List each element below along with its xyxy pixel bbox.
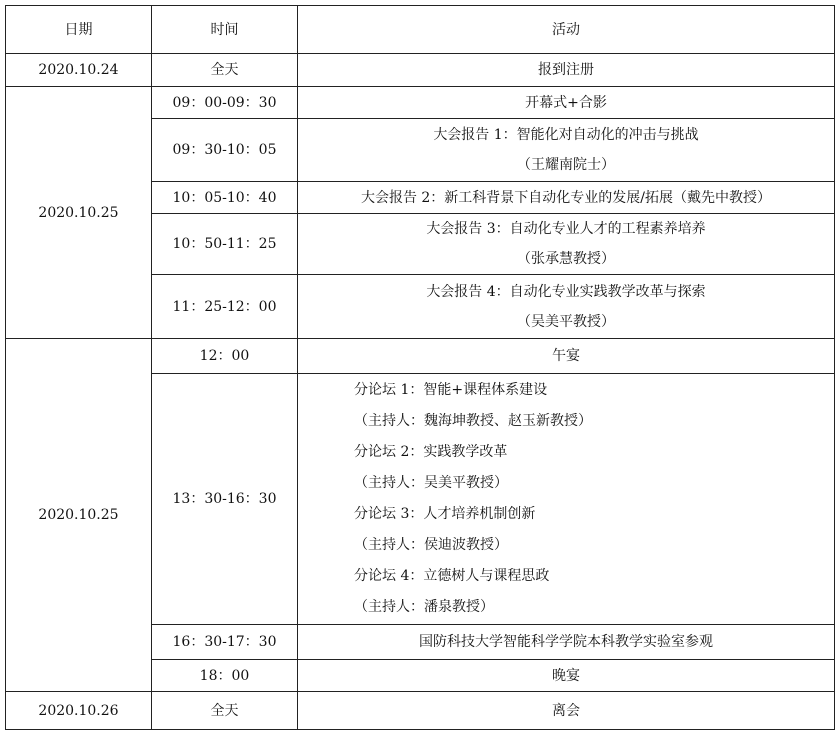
activity-text: 大会报告 4：自动化专业实践教学改革与探索 <box>426 283 706 300</box>
time-cell: 全天 <box>152 54 298 87</box>
time-cell: 12：00 <box>152 339 298 374</box>
activity-speaker: （张承慧教授） <box>517 251 615 267</box>
table-row <box>6 692 835 730</box>
forum-host: （主持人：魏海坤教授、赵玉新教授） <box>354 413 592 429</box>
time-cell: 11：25-12：00 <box>152 275 298 339</box>
activity-cell <box>298 275 835 339</box>
time-cell: 10：05-10：40 <box>152 182 298 214</box>
table-row <box>6 87 835 119</box>
time-cell: 18：00 <box>152 660 298 692</box>
header-date: 日期 <box>6 6 152 54</box>
activity-text: 开幕式+合影 <box>525 94 607 111</box>
header-row <box>6 6 835 54</box>
time-cell: 13：30-16：30 <box>152 374 298 625</box>
activity-cell <box>298 660 835 692</box>
forum-host: （主持人：侯迪波教授） <box>354 537 508 553</box>
date-cell: 2020.10.24 <box>6 54 152 87</box>
time-cell: 10：50-11：25 <box>152 214 298 275</box>
activity-text: 晚宴 <box>552 667 580 684</box>
activity-cell <box>298 339 835 374</box>
activity-text: 国防科技大学智能科学学院本科教学实验室参观 <box>419 634 713 650</box>
forum-title: 分论坛 1：智能+课程体系建设 <box>354 382 548 398</box>
schedule-table <box>5 5 835 730</box>
activity-cell <box>298 214 835 275</box>
date-cell: 2020.10.25 <box>6 339 152 692</box>
header-activity: 活动 <box>298 6 835 54</box>
activity-text: 午宴 <box>552 348 580 364</box>
time-cell: 全天 <box>152 692 298 730</box>
activity-text: 离会 <box>552 702 580 719</box>
activity-speaker: （吴美平教授） <box>517 313 615 330</box>
activity-cell <box>298 374 835 625</box>
forum-title: 分论坛 2：实践教学改革 <box>354 444 508 460</box>
header-time: 时间 <box>152 6 298 54</box>
activity-text: 大会报告 3：自动化专业人才的工程素养培养 <box>426 221 706 237</box>
activity-cell <box>298 625 835 660</box>
time-cell: 16：30-17：30 <box>152 625 298 660</box>
activity-text: 报到注册 <box>538 62 594 78</box>
activity-text: 大会报告 2：新工科背景下自动化专业的发展/拓展（戴先中教授） <box>360 189 772 206</box>
forum-title: 分论坛 4：立德树人与课程思政 <box>354 568 550 584</box>
activity-cell <box>298 87 835 119</box>
activity-cell <box>298 54 835 87</box>
activity-speaker: （王耀南院士） <box>517 157 615 173</box>
table-row <box>6 339 835 374</box>
forum-host: （主持人：潘泉教授） <box>354 599 494 615</box>
forum-host: （主持人：吴美平教授） <box>354 475 508 491</box>
date-cell: 2020.10.26 <box>6 692 152 730</box>
activity-cell <box>298 119 835 182</box>
time-cell: 09：00-09：30 <box>152 87 298 119</box>
activity-text: 大会报告 1：智能化对自动化的冲击与挑战 <box>433 127 699 143</box>
table-row <box>6 54 835 87</box>
date-cell: 2020.10.25 <box>6 87 152 339</box>
time-cell: 09：30-10：05 <box>152 119 298 182</box>
activity-cell <box>298 692 835 730</box>
activity-cell <box>298 182 835 214</box>
forum-title: 分论坛 3：人才培养机制创新 <box>354 506 536 522</box>
